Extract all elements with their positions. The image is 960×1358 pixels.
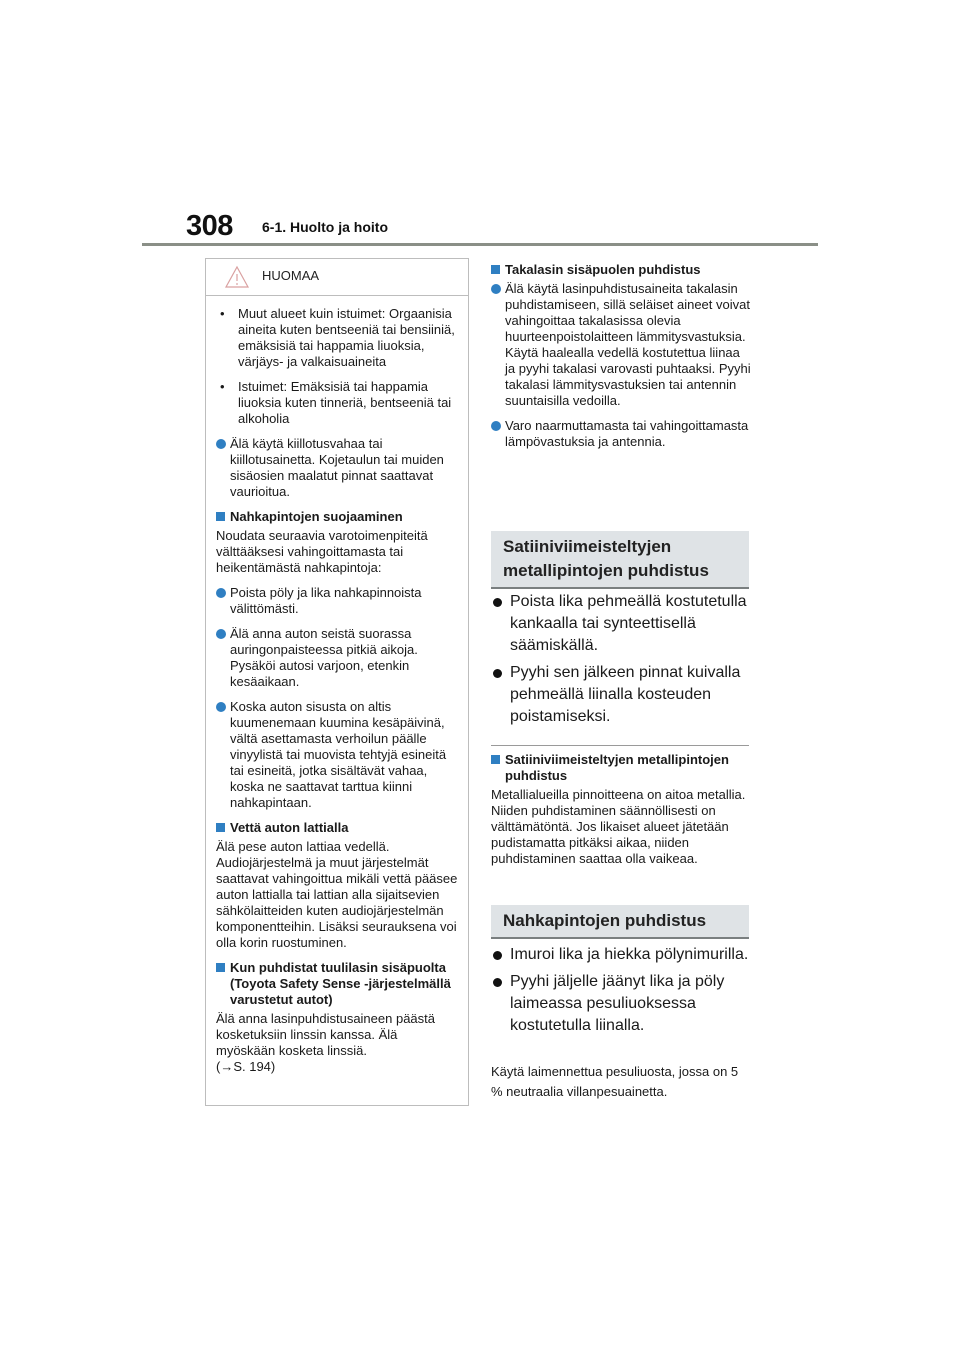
warning-triangle-icon bbox=[224, 265, 250, 289]
list-item bbox=[491, 591, 753, 657]
list-item-text: Varo naarmuttamasta tai vahingoittamasta lämpövastuksia ja antennia. bbox=[505, 418, 749, 449]
page-number: 308 bbox=[186, 210, 233, 242]
satin-subheading: Satiiniviimeisteltyjen metallipintojen puhdistus bbox=[505, 752, 729, 783]
caution-title: HUOMAA bbox=[262, 268, 320, 283]
list-item-text: Pyyhi jäljelle jäänyt lika ja pöly laimeassa pesuliuoksessa kostutetulla liinalla. bbox=[510, 973, 725, 1034]
square-bullet-icon bbox=[491, 755, 500, 764]
leather-clean-note: Käytä laimennettua pesuliuosta, jossa on 5 % neutraalia villanpesuainetta. bbox=[491, 1064, 739, 1099]
subheading bbox=[216, 509, 458, 525]
bullet-dot-icon bbox=[216, 629, 226, 639]
satin-steps bbox=[491, 591, 753, 733]
square-bullet-icon bbox=[216, 963, 225, 972]
satin-heading: Satiiniviimeisteltyjen metallipintojen puhdistus bbox=[491, 531, 749, 589]
bullet-dot-icon bbox=[491, 421, 501, 431]
subheading bbox=[491, 752, 753, 784]
list-item: • Istuimet: Emäksisiä tai happamia liuoksia kuten tinneriä, bentseeniä tai alkoholia bbox=[216, 379, 458, 427]
leather-clean-steps bbox=[491, 944, 753, 1042]
polish-warning: Älä käytä kiillotusvahaa tai kiillotusainetta. Kojetaulun tai muiden sisäosien maalatut pinnat saattavat vaurioitua. bbox=[230, 436, 444, 499]
list-item bbox=[216, 585, 458, 617]
bullet-dot-icon bbox=[216, 702, 226, 712]
list-item-text: Koska auton sisusta on altis kuumenemaan kuumina kesäpäivinä, vältä asettamasta verhoilun päälle vinyylistä tai muovista tehtyjä esineitä tai esineitä, jotka sisältävät vahaa, koska ne saattavat tarttua kiinni nahkapintaan. bbox=[230, 699, 447, 810]
leather-heading: Nahkapintojen suojaaminen bbox=[230, 509, 403, 524]
windshield-heading: Kun puhdistat tuulilasin sisäpuolta (Toyota Safety Sense -järjestelmällä varustetut autot) bbox=[230, 960, 451, 1007]
list-item-text: Älä käytä lasinpuhdistusaineita takalasin puhdistamiseen, sillä seläiset aineet voivat vahingoittaa takalasissa olevia huurteenpoistolaitteen lämmitysvastuksia. Käytä haalealla vedellä kostutettua liinaa ja pyyhi takalasi varovasti puhtaaksi. Pyyhi takalasi lämmitysvastuksien tai antennin suuntaisilla vedoilla. bbox=[505, 281, 751, 408]
windshield-text: Älä anna lasinpuhdistusaineen päästä kosketuksiin linssin kanssa. Älä myöskään kosketa linssiä. bbox=[216, 1011, 436, 1058]
rear-window-section bbox=[491, 262, 753, 459]
list-item-text: Poista pöly ja lika nahkapinnoista välittömästi. bbox=[230, 585, 422, 616]
square-bullet-icon bbox=[491, 265, 500, 274]
list-item bbox=[491, 944, 753, 966]
list-item bbox=[491, 662, 753, 728]
bullet-dot-icon bbox=[493, 669, 502, 678]
square-bullet-icon bbox=[216, 823, 225, 832]
subheading bbox=[491, 262, 753, 278]
list-item-text: Poista lika pehmeällä kostutetulla kankaalla tai synteettisellä säämiskällä. bbox=[510, 593, 747, 654]
bullet-dot-icon bbox=[493, 978, 502, 987]
subheading bbox=[216, 820, 458, 836]
leather-clean-heading: Nahkapintojen puhdistus bbox=[491, 905, 749, 939]
list-item-text: Imuroi lika ja hiekka pölynimurilla. bbox=[510, 946, 749, 963]
bullet-dot-icon bbox=[216, 588, 226, 598]
caution-box bbox=[205, 258, 469, 1106]
page-header bbox=[0, 0, 960, 250]
floor-text: Älä pese auton lattiaa vedellä. Audiojärjestelmä ja muut järjestelmät saattavat vahingoittua mikäli vettä pääsee auton lattialla tai lattian alla sijaitsevien sähkölaitteiden kuten audiojärjestelmän komponentteihin. Lisäksi seurauksena voi olla korin ruostuminen. bbox=[216, 839, 458, 950]
caution-header bbox=[206, 259, 468, 296]
satin-subsection bbox=[491, 752, 753, 867]
bullet-dot-icon bbox=[491, 284, 501, 294]
subheading bbox=[216, 960, 458, 1008]
header-rule bbox=[142, 243, 818, 246]
list-item bbox=[216, 436, 458, 500]
list-item-text: Älä anna auton seistä suorassa auringonpaisteessa pitkiä aikoja. Pysäköi autosi varjoon, etenkin kesäaikaan. bbox=[230, 626, 418, 689]
bullet-dot-icon bbox=[216, 439, 226, 449]
caution-body bbox=[206, 296, 468, 1075]
page-reference: (→S. 194) bbox=[216, 1059, 276, 1074]
bullet-dot-icon bbox=[493, 598, 502, 607]
bullet-dot-icon bbox=[493, 951, 502, 960]
floor-heading: Vettä auton lattialla bbox=[230, 820, 349, 835]
list-item bbox=[216, 626, 458, 690]
leather-intro: Noudata seuraavia varotoimenpiteitä välttääksesi vahingoittamasta tai heikentämästä nahkapintoja: bbox=[216, 528, 428, 575]
satin-subtext: Metallialueilla pinnoitteena on aitoa metallia. Niiden puhdistaminen säännöllisesti on välttämätöntä. Jos likaiset alueet jätetään pudistamatta pitkäksi aikaa, niiden puhdistaminen saattaa olla vaikeaa. bbox=[491, 787, 746, 866]
square-bullet-icon bbox=[216, 512, 225, 521]
list-item-text: Pyyhi sen jälkeen pinnat kuivalla pehmeällä liinalla kosteuden poistamiseksi. bbox=[510, 664, 741, 725]
section-title: 6-1. Huolto ja hoito bbox=[262, 219, 388, 235]
list-item bbox=[491, 418, 753, 450]
list-item bbox=[491, 971, 753, 1037]
list-item: • Muut alueet kuin istuimet: Orgaanisia aineita kuten bentseeniä tai bensiiniä, emäksisiä tai happamia liuoksia, värjäys- ja valkaisuaineita bbox=[216, 306, 458, 370]
rear-window-heading: Takalasin sisäpuolen puhdistus bbox=[505, 262, 701, 277]
list-item bbox=[216, 699, 458, 811]
list-item bbox=[491, 281, 753, 409]
divider bbox=[491, 745, 749, 746]
